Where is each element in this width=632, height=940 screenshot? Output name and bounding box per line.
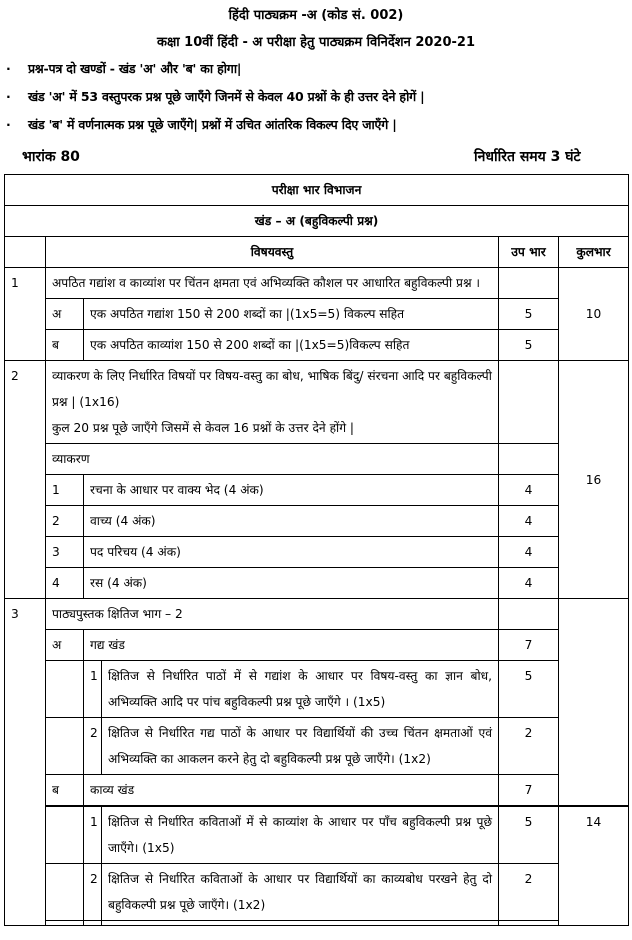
question-text: पाठ्यपुस्तक क्षितिज भाग – 2 (46, 599, 499, 630)
table-row (5, 444, 629, 475)
col-content-header: विषयवस्तु (46, 237, 499, 268)
total-marks-cell: 10 (559, 268, 629, 361)
subheading: व्याकरण (46, 444, 499, 475)
table-row: 2 क्षितिज से निर्धारित गद्य पाठों के आधार पर विद्यार्थियों की उच्च चिंतन क्षमताओं एवं अभिव्यक्ति का आकलन करने हेतु दो बहुविकल्पी प्रश्न पूछे जाएँगे। (1x2) 2 (5, 718, 629, 775)
table-row: 2 वाच्य (4 अंक) 4 (5, 506, 629, 537)
question-number: 3 (5, 599, 46, 926)
table-row (5, 268, 629, 299)
table-title: परीक्षा भार विभाजन (5, 175, 629, 206)
question-number: 1 (5, 268, 46, 361)
table-row (5, 361, 629, 444)
table-row: अ गद्य खंड 7 (5, 630, 629, 661)
bullet-item: · प्रश्न-पत्र दो खण्डों - खंड 'अ' और 'ब' का होगा| (6, 61, 242, 76)
bullet-item: · खंड 'अ' में 53 वस्तुपरक प्रश्न पूछे जाएँगे जिनमें से केवल 40 प्रश्नों के ही उत्तर देने होगें | (6, 89, 425, 104)
page-title: हिंदी पाठ्यक्रम -अ (कोड सं. 002) (228, 8, 404, 23)
col-total-marks-header: कुलभार (559, 237, 629, 268)
table-row (5, 921, 629, 926)
question-text: अपठित गद्यांश व काव्यांश पर चिंतन क्षमता एवं अभिव्यक्ति कौशल पर आधारित बहुविकल्पी प्रश्न । (46, 268, 499, 299)
page-subtitle: कक्षा 10वीं हिंदी - अ परीक्षा हेतु पाठ्यक्रम विनिर्देशन 2020-21 (156, 35, 476, 50)
table-row: 3 पद परिचय (4 अंक) 4 (5, 537, 629, 568)
sub-label: ब (46, 330, 84, 361)
bullet-item: · खंड 'ब' में वर्णनात्मक प्रश्न पूछे जाएँगे| प्रश्नों में उचित आंतरिक विकल्प दिए जाएँगे | (6, 117, 397, 132)
sub-text: एक अपठित काव्यांश 150 से 200 शब्दों का |(1x5=5)विकल्प सहित (84, 330, 499, 361)
table-row: 2 क्षितिज से निर्धारित कविताओं के आधार पर विद्यार्थियों का काव्यबोध परखने हेतु दो बहुविकल्पी प्रश्न पूछे जाएँगे। (1x2) 2 (5, 864, 629, 921)
table-row: 1 क्षितिज से निर्धारित पाठों में से गद्यांश के आधार पर विषय-वस्तु का ज्ञान बोध, अभिव्यक्ति आदि पर पांच बहुविकल्पी प्रश्न पूछे जाएँगे । (1x5) 5 (5, 661, 629, 718)
table-row (5, 599, 629, 630)
sub-marks: 5 (499, 299, 559, 330)
section-heading: खंड – अ (बहुविकल्पी प्रश्न) (5, 206, 629, 237)
table-row (5, 299, 629, 330)
total-marks-cell: 16 (559, 361, 629, 599)
total-marks: भारांक 80 (22, 149, 80, 165)
table-row (5, 330, 629, 361)
col-sub-marks-header: उप भार (499, 237, 559, 268)
table-row: 1 क्षितिज से निर्धारित कविताओं में से काव्यांश के आधार पर पाँच बहुविकल्पी प्रश्न पूछे जाएँगे। (1x5) 5 14 (5, 806, 629, 864)
table-title-row (5, 175, 629, 206)
sub-text: एक अपठित गद्यांश 150 से 200 शब्दों का |(1x5=5) विकल्प सहित (84, 299, 499, 330)
marks-distribution-table (4, 174, 629, 926)
total-marks-cell: 14 (559, 806, 629, 926)
table-row: 4 रस (4 अंक) 4 (5, 568, 629, 599)
table-header-row (5, 237, 629, 268)
sub-label: अ (46, 299, 84, 330)
table-row: 1 रचना के आधार पर वाक्य भेद (4 अंक) 4 (5, 475, 629, 506)
question-number: 2 (5, 361, 46, 599)
sub-marks: 5 (499, 330, 559, 361)
table-section-row (5, 206, 629, 237)
question-text: व्याकरण के लिए निर्धारित विषयों पर विषय-वस्तु का बोध, भाषिक बिंदु/ संरचना आदि पर बहुविकल्पी प्रश्न | (1x16) कुल 20 प्रश्न पूछे जाएँगे जिसमें से केवल 16 प्रश्नों के उत्तर देने होंगे | (46, 361, 499, 444)
time-limit: निर्धारित समय 3 घंटे (474, 149, 581, 165)
table-row: ब काव्य खंड 7 (5, 775, 629, 807)
